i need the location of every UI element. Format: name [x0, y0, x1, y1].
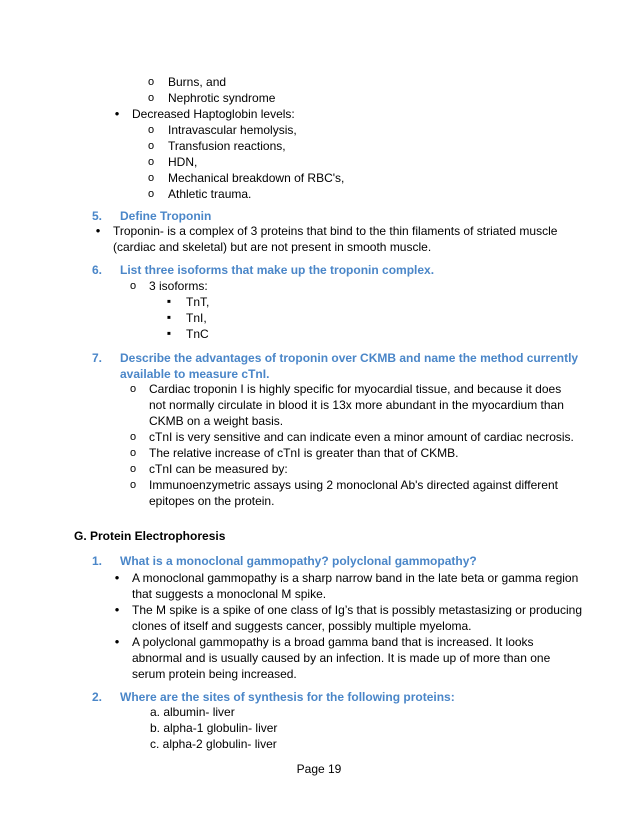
question-number: 6.	[92, 263, 103, 277]
list-item: TnT,	[186, 295, 210, 309]
list-bullet	[145, 74, 157, 88]
answer-line: The relative increase of cTnI is greater than that of CKMB.	[149, 446, 459, 460]
list-bullet	[111, 634, 123, 649]
list-item: Mechanical breakdown of RBC's,	[168, 171, 345, 185]
list-item: Transfusion reactions,	[168, 139, 286, 153]
list-bullet	[145, 90, 157, 104]
list-item: TnC	[186, 327, 209, 341]
answer-line: A monoclonal gammopathy is a sharp narrow band in the late beta or gamma region	[132, 571, 579, 585]
answer-line: epitopes on the protein.	[149, 494, 275, 508]
list-item: b. alpha-1 globulin- liver	[150, 721, 278, 735]
answer-line: Troponin- is a complex of 3 proteins that bind to the thin filaments of striated muscle	[113, 224, 558, 238]
answer-line: CKMB on a weight basis.	[149, 414, 284, 428]
answer-line: clones of itself and suggests cancer, possibly multiple myeloma.	[132, 619, 472, 633]
list-bullet	[127, 429, 139, 443]
answer-line: not normally circulate in blood it is 13x more abundant in the myocardium than	[149, 398, 564, 412]
list-bullet	[163, 326, 175, 340]
list-bullet	[92, 223, 104, 238]
list-item: 3 isoforms:	[149, 279, 208, 293]
list-item: c. alpha-2 globulin- liver	[150, 737, 277, 751]
list-item: TnI,	[186, 311, 207, 325]
question-heading: Describe the advantages of troponin over CKMB and name the method currently	[120, 351, 579, 365]
list-bullet	[145, 186, 157, 200]
list-bullet	[145, 138, 157, 152]
page-number: Page 19	[296, 762, 342, 776]
list-bullet	[127, 445, 139, 459]
answer-line: cTnI can be measured by:	[149, 462, 288, 476]
list-bullet	[163, 294, 175, 308]
list-bullet	[111, 106, 123, 121]
question-number: 2.	[92, 690, 103, 704]
list-item: HDN,	[168, 155, 198, 169]
question-number: 5.	[92, 209, 103, 223]
list-bullet	[145, 170, 157, 184]
answer-line: serum protein being increased.	[132, 667, 297, 681]
list-item: Burns, and	[168, 75, 227, 89]
list-item: Nephrotic syndrome	[168, 91, 276, 105]
list-bullet	[111, 570, 123, 585]
answer-line: abnormal and is usually caused by an infection. It is made up of more than one	[132, 651, 551, 665]
answer-line: Immunoenzymetric assays using 2 monoclonal Ab's directed against different	[149, 478, 558, 492]
list-bullet	[127, 278, 139, 292]
answer-line: A polyclonal gammopathy is a broad gamma band that is increased. It looks	[132, 635, 534, 649]
answer-line: Cardiac troponin I is highly specific for myocardial tissue, and because it does	[149, 382, 562, 396]
answer-line: cTnI is very sensitive and can indicate even a minor amount of cardiac necrosis.	[149, 430, 574, 444]
question-heading: available to measure cTnI.	[120, 367, 270, 381]
list-item: Intravascular hemolysis,	[168, 123, 297, 137]
answer-line: that suggests a monoclonal M spike.	[132, 587, 327, 601]
list-bullet	[127, 381, 139, 395]
question-heading: List three isoforms that make up the troponin complex.	[120, 263, 435, 277]
list-bullet	[163, 310, 175, 324]
list-bullet	[145, 154, 157, 168]
section-heading: G. Protein Electrophoresis	[74, 529, 226, 543]
list-bullet	[127, 461, 139, 475]
list-item: a. albumin- liver	[150, 705, 235, 719]
list-item: Athletic trauma.	[168, 187, 252, 201]
question-number: 7.	[92, 351, 103, 365]
answer-line: The M spike is a spike of one class of Ig’s that is possibly metastasizing or producing	[132, 603, 582, 617]
question-heading: Define Troponin	[120, 209, 212, 223]
list-item: Decreased Haptoglobin levels:	[132, 107, 295, 121]
question-number: 1.	[92, 554, 103, 568]
list-bullet	[145, 122, 157, 136]
question-heading: Where are the sites of synthesis for the following proteins:	[120, 690, 455, 704]
question-heading: What is a monoclonal gammopathy? polyclonal gammopathy?	[120, 554, 477, 568]
list-bullet	[111, 602, 123, 617]
list-bullet	[127, 477, 139, 491]
answer-line: (cardiac and skeletal) but are not present in smooth muscle.	[113, 240, 432, 254]
